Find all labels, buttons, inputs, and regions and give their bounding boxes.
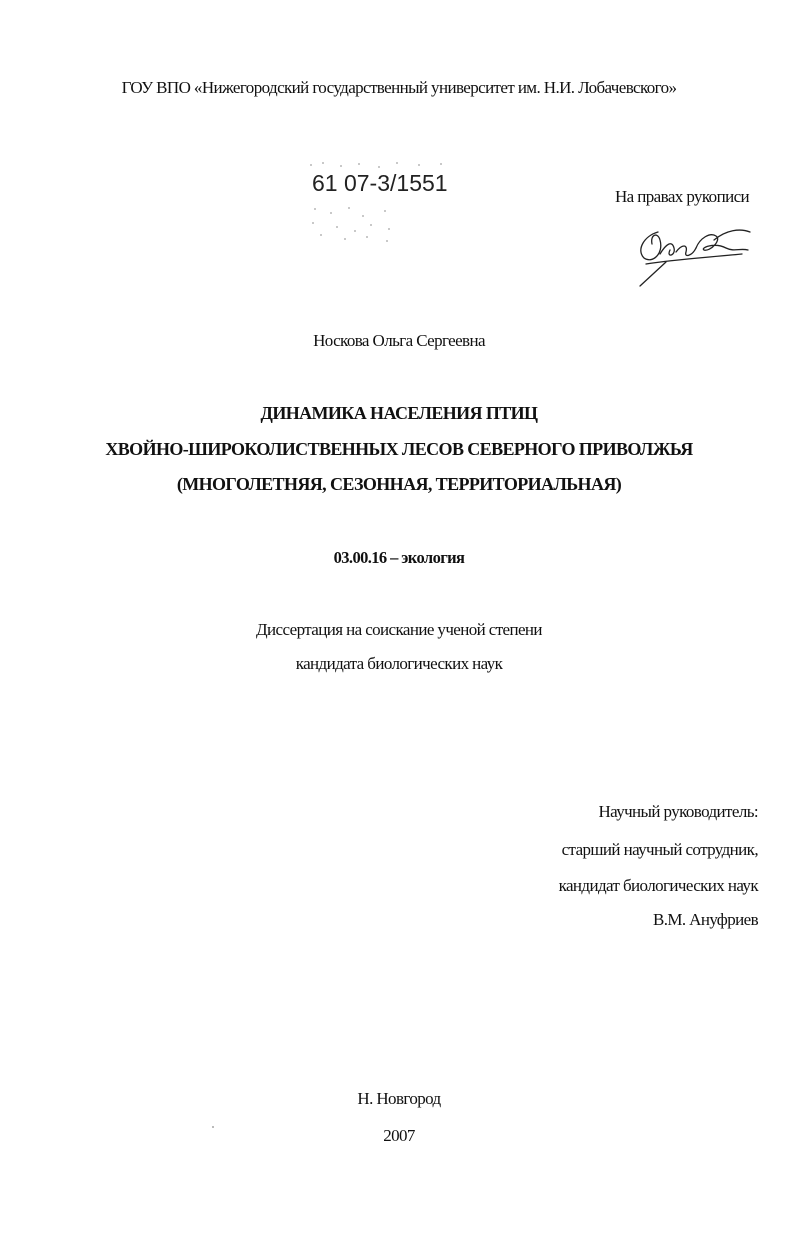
- supervisor-name: В.М. Ануфриев: [652, 910, 758, 929]
- manuscript-rights-note: На правах рукописи: [615, 187, 750, 206]
- year: 2007: [383, 1126, 415, 1145]
- dissertation-title-line-3: (МНОГОЛЕТНЯЯ, СЕЗОННАЯ, ТЕРРИТОРИАЛЬНАЯ): [176, 474, 622, 494]
- degree-line-1: Диссертация на соискание ученой степени: [256, 620, 542, 639]
- degree-line-2: кандидата биологических наук: [295, 654, 503, 673]
- supervisor-degree: кандидат биологических наук: [558, 876, 758, 895]
- supervisor-position: старший научный сотрудник,: [561, 840, 758, 859]
- signature-image: [630, 218, 760, 290]
- institution-line: ГОУ ВПО «Нижегородский государственный университет им. Н.И. Лобачевского»: [121, 78, 677, 97]
- scan-speck: [212, 1126, 214, 1128]
- dissertation-title-line-2: ХВОЙНО-ШИРОКОЛИСТВЕННЫХ ЛЕСОВ СЕВЕРНОГО ПРИВОЛЖЬЯ: [105, 439, 693, 459]
- dissertation-title-line-1: ДИНАМИКА НАСЕЛЕНИЯ ПТИЦ: [260, 403, 538, 423]
- author-name: Носкова Ольга Сергеевна: [313, 331, 485, 350]
- archive-number: 61 07-3/1551: [312, 170, 448, 196]
- city: Н. Новгород: [357, 1089, 441, 1108]
- specialty-code: 03.00.16 – экология: [333, 548, 465, 567]
- supervisor-label: Научный руководитель:: [598, 802, 758, 821]
